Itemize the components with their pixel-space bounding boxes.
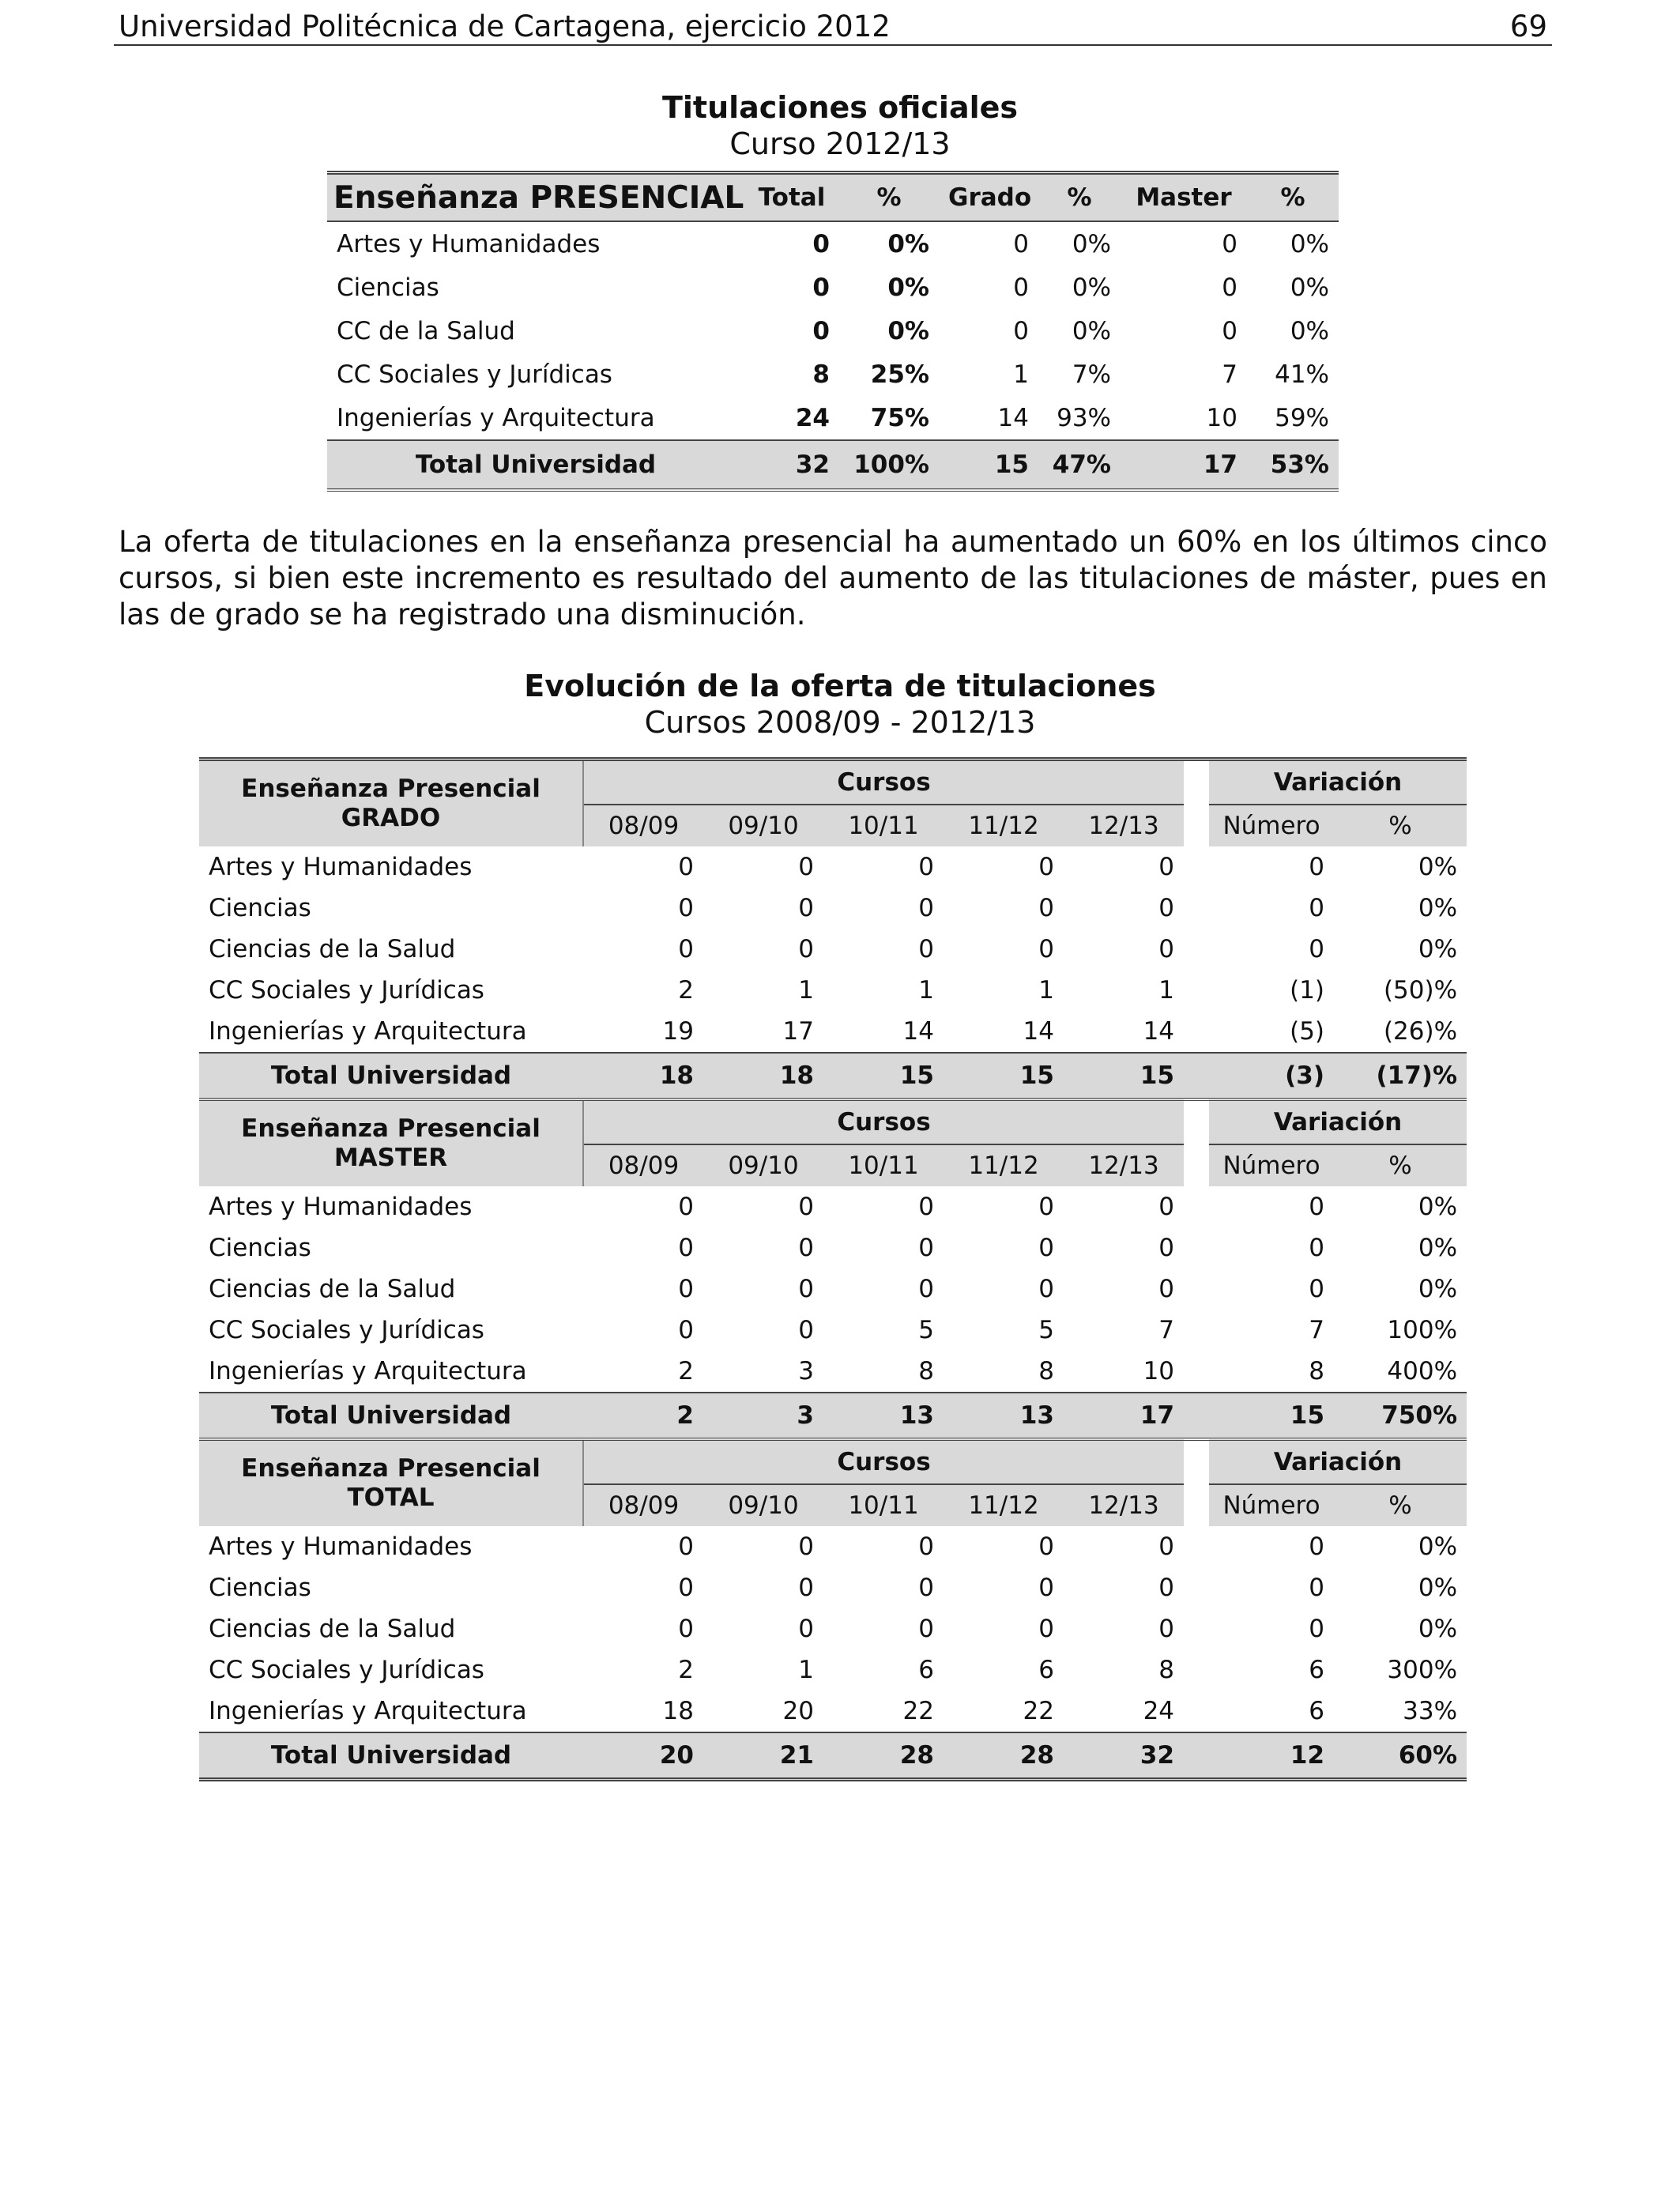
total-value: 100% (839, 440, 939, 490)
variacion-header: Variación (1209, 1439, 1467, 1484)
cell-value: 8 (1309, 1357, 1325, 1385)
cell-value: 0% (1418, 1615, 1458, 1643)
cell-value: 8 (1158, 1656, 1175, 1684)
cell-value: 5 (918, 1316, 934, 1344)
table-header-row (327, 173, 1339, 222)
total-value: 15 (944, 1053, 1064, 1099)
row-label: Ciencias (209, 1234, 311, 1262)
variation-column-header: % (1334, 805, 1467, 846)
table-row (199, 1567, 1467, 1608)
year-header: 09/10 (703, 1144, 823, 1186)
total-value: 15 (1209, 1393, 1334, 1439)
cell-value: 18 (662, 1697, 694, 1725)
gap-cell (1184, 1526, 1209, 1567)
cell-value: 93% (1057, 403, 1111, 432)
cell-value: 0 (798, 1574, 814, 1602)
table-row (199, 1691, 1467, 1732)
cell-value: 0 (1038, 1234, 1054, 1262)
cell-value: 0 (918, 935, 934, 963)
table-row (199, 1351, 1467, 1393)
total-value: 60% (1334, 1732, 1467, 1780)
total-value: 750% (1334, 1393, 1467, 1439)
cell-value: (50)% (1383, 976, 1458, 1005)
page-header (114, 6, 1552, 46)
row-label: Artes y Humanidades (209, 1193, 473, 1221)
cell-value: 33% (1403, 1697, 1458, 1725)
cell-value: 7% (1072, 360, 1111, 389)
cell-value: 0 (798, 1275, 814, 1303)
variation-column-header: Número (1209, 1484, 1334, 1526)
cell-value: 24 (795, 403, 830, 432)
total-value: 47% (1038, 440, 1121, 490)
section-label-line2: TOTAL (347, 1483, 435, 1512)
row-label: CC Sociales y Jurídicas (209, 976, 484, 1005)
year-header: 11/12 (944, 805, 1064, 846)
gap-cell (1184, 1227, 1209, 1269)
cell-value: 8 (918, 1357, 934, 1385)
cell-value: 6 (918, 1656, 934, 1684)
total-label: Total Universidad (199, 1732, 583, 1780)
table-row (199, 1526, 1467, 1567)
cell-value: (5) (1290, 1017, 1325, 1046)
cell-value: 10 (1206, 403, 1237, 432)
year-header: 12/13 (1064, 1144, 1184, 1186)
gap-cell (1184, 1649, 1209, 1691)
column-header: Grado (939, 173, 1038, 222)
gap-cell (1184, 1691, 1209, 1732)
cell-value: 7 (1222, 360, 1237, 389)
cell-value: 1 (798, 1656, 814, 1684)
cell-value: 0 (1222, 316, 1237, 345)
variacion-header: Variación (1209, 1099, 1467, 1144)
variation-column-header: Número (1209, 805, 1334, 846)
cell-value: 0 (798, 935, 814, 963)
year-header: 10/11 (823, 1484, 944, 1526)
cell-value: 0 (1038, 1615, 1054, 1643)
cell-value: 0% (1290, 229, 1329, 258)
total-value: 18 (583, 1053, 703, 1099)
column-header: Master (1121, 173, 1247, 222)
cursos-header: Cursos (583, 1099, 1184, 1144)
cell-value: 0% (1418, 853, 1458, 881)
cell-value: 0 (812, 229, 830, 258)
cell-value: 100% (1387, 1316, 1458, 1344)
table-row (199, 846, 1467, 888)
cell-value: 1 (918, 976, 934, 1005)
cell-value: 0 (1038, 1532, 1054, 1561)
cell-value: 2 (678, 1656, 694, 1684)
total-value: 15 (939, 440, 1038, 490)
column-header: % (1247, 173, 1339, 222)
cell-value: 0 (1158, 935, 1175, 963)
page-number: 69 (1509, 9, 1547, 43)
cell-value: 14 (997, 403, 1029, 432)
section-header-row (199, 760, 1467, 805)
gap-cell (1184, 1269, 1209, 1310)
year-header: 09/10 (703, 805, 823, 846)
row-label: Artes y Humanidades (209, 1532, 473, 1561)
year-header: 10/11 (823, 1144, 944, 1186)
cell-value: 0 (678, 1193, 694, 1221)
cursos-header: Cursos (583, 1439, 1184, 1484)
row-label: Artes y Humanidades (209, 853, 473, 881)
cell-value: 5 (1038, 1316, 1054, 1344)
row-label: Ingenierías y Arquitectura (209, 1357, 527, 1385)
cell-value: 0 (678, 853, 694, 881)
cell-value: 0 (1158, 1193, 1175, 1221)
total-value: 13 (944, 1393, 1064, 1439)
row-label: CC Sociales y Jurídicas (337, 360, 612, 389)
total-value: 21 (703, 1732, 823, 1780)
row-label: Artes y Humanidades (337, 229, 601, 258)
cell-value: 0 (918, 1574, 934, 1602)
year-header: 08/09 (583, 1144, 703, 1186)
cell-value: (1) (1290, 976, 1325, 1005)
cell-value: 1 (798, 976, 814, 1005)
section-header-row (199, 1099, 1467, 1144)
cell-value: 7 (1309, 1316, 1325, 1344)
cell-value: 0 (918, 1275, 934, 1303)
titulaciones-table (327, 171, 1339, 492)
cell-value: 0% (1072, 273, 1111, 302)
cell-value: 0% (1418, 894, 1458, 922)
section-label-line1: Enseñanza Presencial (241, 775, 541, 803)
section-label (199, 1099, 583, 1186)
year-header: 12/13 (1064, 1484, 1184, 1526)
cell-value: 0 (678, 935, 694, 963)
variation-column-header: Número (1209, 1144, 1334, 1186)
cell-value: 0 (812, 316, 830, 345)
total-value: 2 (583, 1393, 703, 1439)
total-value: (17)% (1334, 1053, 1467, 1099)
column-header: % (839, 173, 939, 222)
row-label: Ciencias de la Salud (209, 1615, 456, 1643)
cell-value: 0% (1418, 935, 1458, 963)
cell-value: 0 (1158, 1615, 1175, 1643)
header-gap (1184, 1439, 1209, 1484)
cell-value: 7 (1158, 1316, 1175, 1344)
cell-value: 0 (1158, 894, 1175, 922)
cell-value: 0 (1038, 1193, 1054, 1221)
cell-value: 0 (1038, 1275, 1054, 1303)
cell-value: 0% (1418, 1193, 1458, 1221)
cell-value: 0 (1158, 853, 1175, 881)
table-row (199, 1649, 1467, 1691)
cell-value: 3 (798, 1357, 814, 1385)
table-row (199, 1269, 1467, 1310)
gap-cell (1184, 1608, 1209, 1649)
gap-cell (1184, 1567, 1209, 1608)
cell-value: 0 (798, 1193, 814, 1221)
cell-value: 0 (1158, 1532, 1175, 1561)
cell-value: 0 (678, 1532, 694, 1561)
section-label-line1: Enseñanza Presencial (241, 1114, 541, 1143)
gap-cell (1184, 1393, 1209, 1439)
cell-value: 0 (1038, 935, 1054, 963)
body-paragraph: La oferta de titulaciones en la enseñanza presencial ha aumentado un 60% en los últimos cinco cursos, si bien este incremento es resultado del aumento de las titulaciones de máster, pues en las de grado se ha registrado una disminución. (119, 525, 1547, 631)
cell-value: 22 (902, 1697, 934, 1725)
cell-value: 0% (1290, 273, 1329, 302)
row-label: Ingenierías y Arquitectura (337, 403, 655, 432)
cell-value: 0 (1309, 894, 1325, 922)
row-label: CC Sociales y Jurídicas (209, 1316, 484, 1344)
cell-value: 0 (1038, 853, 1054, 881)
cell-value: 0 (678, 894, 694, 922)
cell-value: 0 (918, 1193, 934, 1221)
cell-value: 41% (1275, 360, 1329, 389)
table1-title: Titulaciones oficiales (661, 90, 1019, 125)
total-value: 53% (1247, 440, 1339, 490)
header-gap (1184, 1144, 1209, 1186)
total-label: Total Universidad (327, 440, 744, 490)
cell-value: 0% (1418, 1574, 1458, 1602)
cell-value: 0 (678, 1234, 694, 1262)
total-value: 12 (1209, 1732, 1334, 1780)
cell-value: 8 (812, 360, 830, 389)
total-value: 17 (1121, 440, 1247, 490)
cell-value: 14 (902, 1017, 934, 1046)
variation-column-header: % (1334, 1144, 1467, 1186)
cell-value: 24 (1143, 1697, 1175, 1725)
row-label: Ingenierías y Arquitectura (209, 1697, 527, 1725)
section-label-line1: Enseñanza Presencial (241, 1454, 541, 1483)
table-row (199, 1227, 1467, 1269)
cell-value: 0 (798, 1532, 814, 1561)
total-row (199, 1732, 1467, 1780)
total-label: Total Universidad (199, 1053, 583, 1099)
cell-value: 17 (782, 1017, 814, 1046)
cell-value: 0% (1290, 316, 1329, 345)
row-label: CC Sociales y Jurídicas (209, 1656, 484, 1684)
table-row (199, 1186, 1467, 1227)
row-label: Ciencias (337, 273, 439, 302)
header-gap (1184, 805, 1209, 846)
row-label: Ingenierías y Arquitectura (209, 1017, 527, 1046)
cell-value: 2 (678, 976, 694, 1005)
total-value: 13 (823, 1393, 944, 1439)
table-row (199, 970, 1467, 1011)
cell-value: 0 (678, 1275, 694, 1303)
cell-value: 20 (782, 1697, 814, 1725)
total-row (199, 1393, 1467, 1439)
total-row (199, 1053, 1467, 1099)
gap-cell (1184, 970, 1209, 1011)
cell-value: 6 (1038, 1656, 1054, 1684)
cell-value: 0% (887, 316, 929, 345)
table1-subtitle: Curso 2012/13 (729, 126, 951, 161)
cell-value: 0 (1013, 316, 1029, 345)
cell-value: 0 (1222, 229, 1237, 258)
cell-value: 0 (1309, 935, 1325, 963)
gap-cell (1184, 1310, 1209, 1351)
header-gap (1184, 1484, 1209, 1526)
cell-value: 10 (1143, 1357, 1175, 1385)
cell-value: 0 (918, 1532, 934, 1561)
section-label-line2: MASTER (333, 1144, 448, 1172)
cell-value: 300% (1387, 1656, 1458, 1684)
cell-value: 1 (1158, 976, 1175, 1005)
row-label: Ciencias (209, 894, 311, 922)
total-value: 15 (1064, 1053, 1184, 1099)
cell-value: 75% (870, 403, 929, 432)
header-gap (1184, 1099, 1209, 1144)
table-row (199, 929, 1467, 970)
section-header-row (199, 1439, 1467, 1484)
table-row (327, 396, 1339, 440)
cell-value: 0 (1309, 1193, 1325, 1221)
total-value: 20 (583, 1732, 703, 1780)
cell-value: 0 (1013, 229, 1029, 258)
total-value: 32 (1064, 1732, 1184, 1780)
cell-value: 6 (1309, 1697, 1325, 1725)
table-row (327, 352, 1339, 396)
cell-value: 0 (1309, 1574, 1325, 1602)
cell-value: 400% (1387, 1357, 1458, 1385)
variation-column-header: % (1334, 1484, 1467, 1526)
total-value: 28 (944, 1732, 1064, 1780)
table2-subtitle: Cursos 2008/09 - 2012/13 (644, 705, 1036, 740)
year-header: 09/10 (703, 1484, 823, 1526)
total-value: 28 (823, 1732, 944, 1780)
cell-value: 0% (1418, 1532, 1458, 1561)
cell-value: 0% (1072, 316, 1111, 345)
cell-value: 0 (812, 273, 830, 302)
cell-value: 14 (1023, 1017, 1054, 1046)
cell-value: 0 (678, 1615, 694, 1643)
section-label (199, 1439, 583, 1526)
gap-cell (1184, 1351, 1209, 1393)
running-title: Universidad Politécnica de Cartagena, ejercicio 2012 (119, 9, 891, 43)
cell-value: 0 (1309, 1532, 1325, 1561)
cell-value: 0 (1222, 273, 1237, 302)
column-header: Total (744, 173, 839, 222)
cell-value: 1 (1038, 976, 1054, 1005)
cell-value: (26)% (1383, 1017, 1458, 1046)
year-header: 12/13 (1064, 805, 1184, 846)
gap-cell (1184, 1011, 1209, 1053)
column-header-category: Enseñanza PRESENCIAL (327, 173, 744, 222)
cell-value: 0 (798, 1316, 814, 1344)
row-label: Ciencias (209, 1574, 311, 1602)
cell-value: 2 (678, 1357, 694, 1385)
table2-title: Evolución de la oferta de titulaciones (524, 669, 1156, 703)
cell-value: 0 (798, 894, 814, 922)
cell-value: 0 (798, 853, 814, 881)
gap-cell (1184, 846, 1209, 888)
cell-value: 0 (798, 1234, 814, 1262)
cell-value: 22 (1023, 1697, 1054, 1725)
cell-value: 0 (918, 1615, 934, 1643)
total-value: 32 (744, 440, 839, 490)
cell-value: 14 (1143, 1017, 1175, 1046)
cell-value: 0 (918, 894, 934, 922)
cell-value: 0 (678, 1574, 694, 1602)
cell-value: 0 (1309, 1615, 1325, 1643)
cell-value: 19 (662, 1017, 694, 1046)
table-row (199, 1608, 1467, 1649)
cell-value: 0 (1158, 1574, 1175, 1602)
cell-value: 0 (1038, 1574, 1054, 1602)
total-value: 17 (1064, 1393, 1184, 1439)
gap-cell (1184, 888, 1209, 929)
header-gap (1184, 760, 1209, 805)
variacion-header: Variación (1209, 760, 1467, 805)
cell-value: 1 (1013, 360, 1029, 389)
cell-value: 0 (1309, 1234, 1325, 1262)
total-row (327, 440, 1339, 490)
cell-value: 0 (1158, 1234, 1175, 1262)
table-row (199, 888, 1467, 929)
cell-value: 25% (870, 360, 929, 389)
column-header: % (1038, 173, 1121, 222)
section-label (199, 760, 583, 847)
total-value: 18 (703, 1053, 823, 1099)
cell-value: 0% (1072, 229, 1111, 258)
gap-cell (1184, 1732, 1209, 1780)
row-label: Ciencias de la Salud (209, 935, 456, 963)
gap-cell (1184, 1186, 1209, 1227)
row-label: Ciencias de la Salud (209, 1275, 456, 1303)
cell-value: 0 (1309, 1275, 1325, 1303)
cell-value: 0% (1418, 1234, 1458, 1262)
table-row (199, 1011, 1467, 1053)
cell-value: 0 (798, 1615, 814, 1643)
cursos-header: Cursos (583, 760, 1184, 805)
total-value: 15 (823, 1053, 944, 1099)
year-header: 10/11 (823, 805, 944, 846)
cell-value: 0% (887, 273, 929, 302)
total-value: 3 (703, 1393, 823, 1439)
year-header: 08/09 (583, 805, 703, 846)
table-row (327, 266, 1339, 309)
year-header: 11/12 (944, 1144, 1064, 1186)
cell-value: 0% (1418, 1275, 1458, 1303)
cell-value: 59% (1275, 403, 1329, 432)
cell-value: 8 (1038, 1357, 1054, 1385)
section-label-line2: GRADO (341, 804, 441, 832)
cell-value: 0 (1013, 273, 1029, 302)
cell-value: 0 (918, 1234, 934, 1262)
table-row (327, 309, 1339, 352)
table-row (199, 1310, 1467, 1351)
table-row (327, 221, 1339, 266)
total-label: Total Universidad (199, 1393, 583, 1439)
year-header: 11/12 (944, 1484, 1064, 1526)
gap-cell (1184, 1053, 1209, 1099)
cell-value: 6 (1309, 1656, 1325, 1684)
gap-cell (1184, 929, 1209, 970)
cell-value: 0 (1038, 894, 1054, 922)
cell-value: 0% (887, 229, 929, 258)
row-label: CC de la Salud (337, 316, 515, 345)
cell-value: 0 (1309, 853, 1325, 881)
cell-value: 0 (1158, 1275, 1175, 1303)
cell-value: 0 (678, 1316, 694, 1344)
cell-value: 0 (918, 853, 934, 881)
year-header: 08/09 (583, 1484, 703, 1526)
evolucion-table (199, 757, 1467, 1781)
total-value: (3) (1209, 1053, 1334, 1099)
